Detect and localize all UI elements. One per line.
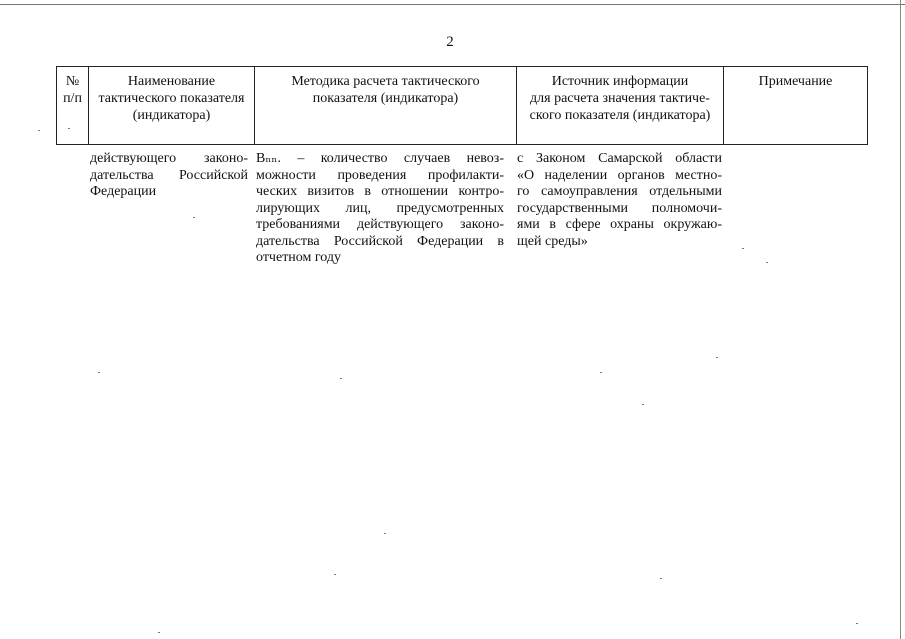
scan-speck	[716, 357, 718, 358]
text-line: Федерации	[90, 184, 157, 199]
text-line: дательства Российской	[90, 167, 248, 183]
scan-speck	[742, 248, 744, 249]
scan-speck	[98, 372, 100, 373]
scan-border-right	[900, 0, 901, 639]
row-method	[256, 151, 504, 267]
text-line: «О наделении органов местно-	[517, 167, 722, 183]
text-line: отчетном году	[256, 250, 342, 265]
table-header	[56, 66, 868, 145]
header-line: Примечание	[758, 74, 833, 89]
header-number	[57, 67, 89, 144]
header-line: тактического показателя	[98, 91, 245, 106]
text-line: ческих визитов в отношении контро-	[256, 184, 504, 199]
header-line: №	[65, 74, 80, 89]
header-note	[724, 67, 867, 144]
text-line: щей среды»	[517, 233, 588, 249]
scan-speck	[642, 404, 644, 405]
text-line: действующего законо-	[90, 151, 248, 166]
header-line: Методика расчета тактического	[291, 74, 480, 89]
header-line: Наименование	[127, 74, 216, 89]
header-line: ского показателя (индикатора)	[529, 108, 711, 123]
header-line: показателя (индикатора)	[312, 91, 459, 106]
scan-speck	[68, 128, 70, 129]
text-line: с Законом Самарской области	[517, 151, 722, 166]
text-line: ями в сфере охраны окружаю-	[517, 217, 722, 232]
scan-speck	[384, 533, 386, 534]
scan-speck	[158, 632, 160, 633]
header-line: п/п	[63, 91, 82, 106]
scan-speck	[766, 262, 768, 263]
scan-speck	[334, 574, 336, 575]
text-line: го самоуправления отдельными	[517, 184, 722, 199]
text-line: лирующих лиц, предусмотренных	[256, 200, 504, 216]
text-line: Bₙₙ. – количество случаев невоз-	[256, 151, 504, 166]
scan-speck	[660, 578, 662, 579]
header-source	[517, 67, 724, 144]
header-method	[255, 67, 517, 144]
scan-speck	[38, 130, 40, 131]
header-line: для расчета значения тактиче-	[530, 91, 710, 106]
scan-speck	[856, 623, 858, 624]
header-indicator-name	[89, 67, 255, 144]
scan-speck	[600, 372, 602, 373]
text-line: можности проведения профилакти-	[256, 167, 504, 183]
scan-speck	[193, 217, 195, 218]
header-line: Источник информации	[551, 74, 689, 89]
page-number: 2	[446, 34, 454, 50]
row-source	[517, 151, 722, 250]
row-indicator-name	[90, 151, 248, 201]
text-line: государственными полномочи-	[517, 200, 722, 216]
header-line: (индикатора)	[132, 108, 211, 123]
scan-border-top	[0, 4, 905, 5]
text-line: дательства Российской Федерации в	[256, 233, 504, 249]
scan-speck	[340, 378, 342, 379]
text-line: требованиями действующего законо-	[256, 217, 504, 232]
